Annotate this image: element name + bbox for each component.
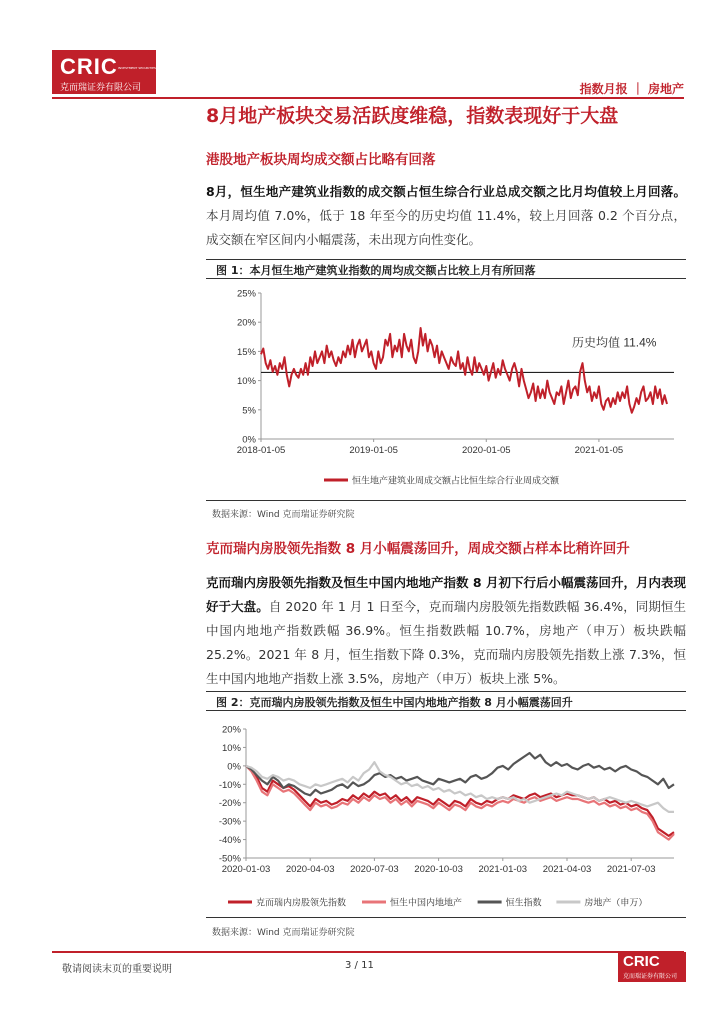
section2-paragraph <box>206 571 686 691</box>
section1-paragraph <box>206 180 686 252</box>
y-tick-label: 20% <box>236 317 256 329</box>
legend-label-1: 恒生地产建筑业周成交额占比恒生综合行业周成交额 <box>352 475 560 486</box>
footer-logo <box>618 952 686 982</box>
x-tick-label: 2021-07-03 <box>606 864 656 875</box>
footer-logo-subtitle: 克而瑞证券有限公司 <box>623 973 678 980</box>
logo-text: CRIC <box>60 54 118 79</box>
x-tick-label: 2020-10-03 <box>414 864 463 875</box>
cric-logo <box>52 50 156 94</box>
figure2-source: 数据来源：Wind 克而瑞证券研究院 <box>212 928 355 938</box>
x-tick-label: 2018-01-05 <box>236 445 286 456</box>
page-title: 8月地产板块交易活跃度维稳，指数表现好于大盘 <box>206 105 619 127</box>
y-tick-label: 5% <box>242 405 256 417</box>
figure1-title: 图 1：本月恒生地产建筑业指数的周均成交额占比较上月有所回落 <box>206 259 686 279</box>
section2-title: 克而瑞内房股领先指数 8 月小幅震荡回升，周成交额占样本比稍许回升 <box>206 541 630 557</box>
footer-disclaimer: 敬请阅读末页的重要说明 <box>62 964 172 975</box>
y-tick-label: 15% <box>236 346 256 358</box>
y-tick-label: -50% <box>218 853 241 865</box>
x-tick-label: 2021-01-03 <box>478 864 528 875</box>
legend-label-1: 克而瑞内房股领先指数 <box>256 897 347 908</box>
footer-divider <box>52 951 684 953</box>
section2-body: 自 2020 年 1 月 1 日至今，克而瑞内房股领先指数跌幅 36.4%，同期恒生中国内地地产指数跌幅 36.9%。恒生指数跌幅 10.7%，房地产（申万）板块跌幅 25.2%。2021 年 8 月，恒生指数下降 0.3%，克而瑞内房股领先指数上涨 7.3%，恒生中国内地地产指数上涨 3.5%，房地产（申万）板块上涨 5%。 <box>206 599 686 686</box>
x-tick-label: 2020-01-05 <box>461 445 511 456</box>
legend-label-2: 恒生中国内地地产 <box>390 897 463 908</box>
section1-title: 港股地产板块周均成交额占比略有回落 <box>206 152 436 168</box>
figure2-chart-box <box>206 711 686 918</box>
reference-line-label: 历史均值 11.4% <box>572 335 657 350</box>
page-number: 3 / 11 <box>345 960 374 971</box>
x-tick-label: 2020-04-03 <box>285 864 335 875</box>
y-tick-label: 0% <box>242 434 256 446</box>
y-tick-label: 0% <box>227 761 241 773</box>
figure1-chart <box>206 279 686 501</box>
x-tick-label: 2021-01-05 <box>574 445 624 456</box>
y-tick-label: -40% <box>218 835 241 847</box>
logo-tiny-text: INVESTMENT SECURITIES <box>118 66 156 70</box>
y-tick-label: -10% <box>218 779 241 791</box>
section1-lead: 8月，恒生地产建筑业指数的成交额占恒生综合行业总成交额之比月均值较上月回落。 <box>206 184 686 199</box>
y-tick-label: 10% <box>236 376 256 388</box>
x-tick-label: 2021-04-03 <box>542 864 592 875</box>
section1-body: 本月周均值 7.0%，低于 18 年至今的历史均值 11.4%，较上月回落 0.2 个百分点，成交额在窄区间内小幅震荡，未出现方向性变化。 <box>206 208 686 247</box>
y-tick-label: 20% <box>221 724 241 736</box>
y-tick-label: -30% <box>218 816 241 828</box>
header-divider <box>52 97 684 99</box>
series-line-4 <box>246 762 674 812</box>
report-type: 指数月报 ｜ 房地产 <box>579 82 684 96</box>
figure1-source: 数据来源：Wind 克而瑞证券研究院 <box>212 510 355 520</box>
y-tick-label: 25% <box>236 288 256 300</box>
series-line-1 <box>246 766 674 836</box>
section2-lead: 克而瑞内房股领先指数及恒生中国内地地产指数 8 月初下行后小幅震荡回升，月内表现好于大盘。 <box>206 575 686 614</box>
y-tick-label: 10% <box>221 742 241 754</box>
x-tick-label: 2020-07-03 <box>350 864 399 875</box>
x-tick-label: 2020-01-03 <box>221 864 271 875</box>
y-tick-label: -20% <box>218 798 241 810</box>
figure2-chart <box>206 711 686 918</box>
figure2-title: 图 2：克而瑞内房股领先指数及恒生中国内地地产指数 8 月小幅震荡回升 <box>206 691 686 711</box>
legend-label-3: 恒生指数 <box>505 897 542 908</box>
x-tick-label: 2019-01-05 <box>349 445 398 456</box>
footer-logo-text: CRIC <box>623 953 660 970</box>
logo-subtitle: 克而瑞证券有限公司 <box>60 83 142 93</box>
figure1-chart-box <box>206 279 686 501</box>
legend-label-4: 房地产（申万） <box>584 897 648 908</box>
